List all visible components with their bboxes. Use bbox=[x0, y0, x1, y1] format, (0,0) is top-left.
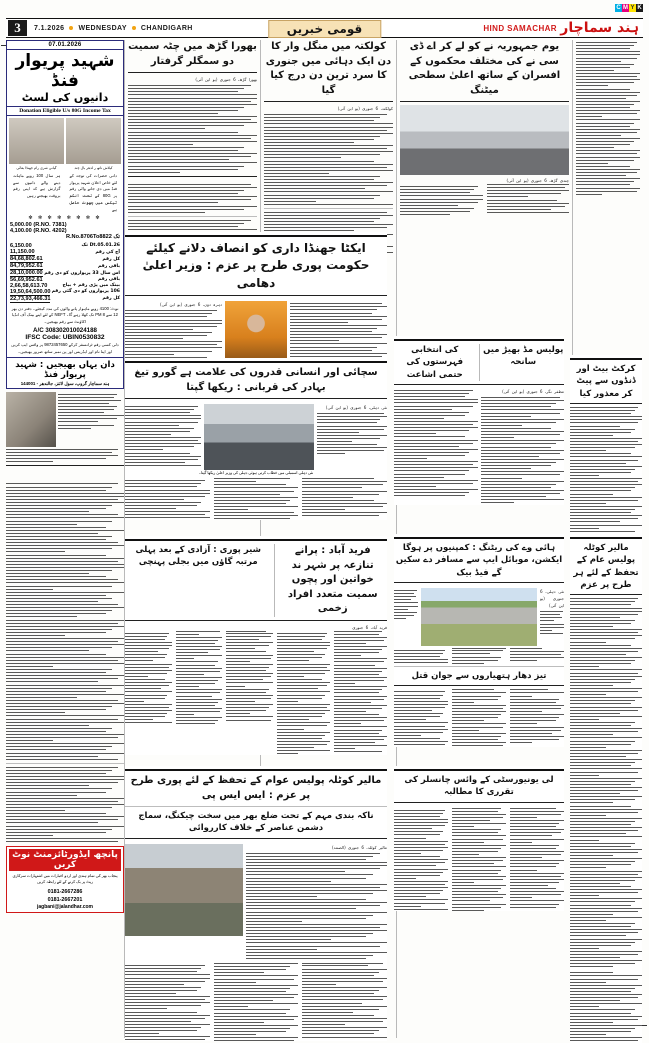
kolkata-dateline: کولکتہ، 6 جنوری (یو این آئی) bbox=[337, 106, 393, 111]
nhai-highway-story bbox=[394, 534, 564, 747]
faridabad-headline: فرید آباد : پرانے تنازعہ پر شہر ند خواتین اور پچوں سمیت متعدد افراد زخمی bbox=[287, 545, 378, 614]
sheerpuri-body-lead bbox=[125, 624, 273, 631]
nhai-headline: ہائی وے کی ریٹنگ : کمپنیوں پر ہوگا ایکشن، موبائل ایپ سے مسافر دے سکیں گے فیڈ بیک bbox=[395, 543, 563, 578]
amount-row bbox=[10, 295, 120, 303]
faridabad-dateline: فرید آباد، 6 جنوری bbox=[352, 624, 387, 630]
section-rule bbox=[128, 72, 257, 73]
classified-advertisement bbox=[6, 846, 124, 913]
section-rule bbox=[125, 769, 387, 771]
amount-row bbox=[10, 256, 120, 263]
tax-exemption-note: Donation Eligible U/s 80G Income Tax bbox=[7, 106, 123, 116]
couple-story bbox=[6, 392, 124, 447]
section-rule bbox=[125, 295, 387, 296]
receipt-list bbox=[7, 221, 123, 242]
section-rule bbox=[400, 101, 569, 102]
amount-value: 22,73,93,466.31 bbox=[10, 295, 51, 302]
bank-account: A/C 308302010024188 bbox=[33, 326, 97, 334]
nhai-dateline: نئی دہلی، 6 جنوری (یو این آئی) bbox=[540, 588, 564, 608]
ad-note-right: دانی حضرات کی توجہ کے لئے خاص اعلان شہید پریوار فنڈ میں دی جانے والی رقم پر 80G کے تحت انکم ٹیکس میں چھوٹ حاصل ہے bbox=[69, 172, 118, 212]
section-rule bbox=[570, 594, 642, 595]
malerkotla-body bbox=[246, 853, 387, 959]
ad-title: شہید پریوار فنڈ bbox=[15, 51, 115, 91]
section-rule bbox=[125, 235, 387, 237]
section-rule bbox=[128, 216, 257, 217]
section-rule bbox=[125, 620, 387, 621]
ad-date: 07.01.2026 bbox=[7, 41, 123, 50]
faridabad-sheerpuri-band bbox=[125, 536, 387, 755]
uttarakhand-dateline: دہرہ دون، 6 جنوری (یو این آئی) bbox=[159, 302, 222, 308]
delhi-body-left bbox=[125, 406, 201, 466]
amount-value: 84,68,802.61 bbox=[10, 255, 43, 262]
amount-row bbox=[10, 270, 120, 277]
section-rule bbox=[570, 403, 642, 404]
section-rule bbox=[394, 769, 564, 771]
university-body bbox=[394, 806, 564, 912]
amount-value: 28,10,000.00 bbox=[10, 269, 43, 276]
donor-photo-2 bbox=[66, 118, 121, 164]
malerkotla-subhead: ناکہ بندی مہم کے تحت ضلع بھر میں سخت چیکنگ، سماج دشمن عناصر کے خلاف کارروائی bbox=[138, 811, 374, 834]
amount-value: 19,50,64,500.00 bbox=[10, 288, 51, 295]
ad-note-left: ہر سال 100 روپے ماہانہ دینے والے دانیوں سے گزارش ہے کہ اپنی رقم بروقت بھیجتے رہیں bbox=[13, 172, 61, 199]
kolkata-headline: کولکتہ میں منگل وار کا دن ایک دہائی میں جنوری کا سرد ترین دن درج کیا گیا bbox=[265, 41, 392, 96]
ad-subtitle: دانیوں کی لسٹ bbox=[21, 91, 109, 105]
section-rule bbox=[125, 838, 387, 839]
receipt-value: 5,000.00 (R.NO. 7381) bbox=[10, 221, 67, 228]
section-rule bbox=[128, 176, 257, 177]
whatsapp-note: دلی کسی رقم ٹرانسفر کرکے 9872457650 پر واٹس ایپ کریں اور اپنا نام اور ایڈریس اور پن نمبر ساتھ ضرور بھیجیں۔ bbox=[11, 341, 119, 354]
adc-dateline: چندی گڑھ، 6 جنوری (یو این آئی) bbox=[506, 178, 569, 183]
section-rule bbox=[125, 398, 387, 399]
adc-body bbox=[400, 184, 569, 216]
amount-label: کل رقم bbox=[102, 256, 120, 262]
dateline bbox=[34, 25, 193, 32]
column-1 bbox=[6, 40, 124, 1038]
amount-value: 84,79,952.61 bbox=[10, 262, 43, 269]
receipt-value: 4,100.00 (R.NO. 4202) bbox=[10, 227, 67, 234]
nhai-side-left bbox=[394, 590, 418, 619]
section-banner: قومی خبریں bbox=[268, 20, 381, 38]
delhi-body-full bbox=[125, 476, 387, 520]
jawan-killed-body bbox=[394, 689, 564, 746]
dateline-edition: CHANDIGARH bbox=[140, 24, 193, 32]
delhi-assembly-story bbox=[125, 358, 387, 520]
section-rule bbox=[264, 101, 393, 102]
police-ec-band bbox=[394, 336, 564, 505]
malerkotla-headline: مالیر کوٹلہ پولیس عوام کے تحفظ کے لئے پوری طرح پر عزم : ایس ایس پی bbox=[130, 775, 382, 801]
ec-notification-headline: کی انتخابی فہرستوں کی حتمی اشاعت bbox=[406, 345, 464, 380]
couple-photo bbox=[6, 392, 56, 447]
section-rule bbox=[394, 685, 564, 686]
amount-label: اس سال 33 پریواروں کو دی رقم bbox=[44, 270, 120, 276]
section-rule bbox=[264, 208, 393, 209]
publication-name-english: HIND SAMACHAR bbox=[483, 24, 557, 33]
section-rule bbox=[394, 537, 564, 539]
amount-value: 11,150.00 bbox=[10, 248, 35, 255]
amount-label: بینک میں پڑی رقم + بیاج bbox=[62, 283, 120, 289]
receipt-line bbox=[10, 234, 120, 240]
cmyk-m: M bbox=[623, 5, 628, 11]
malerkotla-police-photo bbox=[125, 844, 243, 936]
amount-label: کل رقم bbox=[102, 296, 120, 302]
amount-row bbox=[10, 249, 120, 256]
col1-lower-text bbox=[6, 483, 124, 759]
amount-value: 56,69,952.61 bbox=[10, 276, 43, 283]
shopkeepers-body bbox=[570, 598, 642, 967]
university-vc-story bbox=[394, 766, 564, 911]
police-encounter-headline: پولیس مڈ بھیڑ میں سانحہ bbox=[483, 345, 564, 368]
ad-address: ہند سماچار گروپ، سول لائنز، جالندھر - 144001 bbox=[20, 380, 110, 386]
malerkotla-body-full bbox=[125, 961, 387, 1041]
adc-meeting-headline: یوم جمہوریہ نے کو لے کر اے ڈی سی نے کی مختلف محکموں کے افسران کے ساتھ اعلیٰ سطحی میٹنگ bbox=[408, 41, 561, 96]
dateline-date: 7.1.2026 bbox=[34, 24, 65, 32]
col2-midfiller bbox=[128, 184, 257, 213]
nhai-side-right bbox=[540, 611, 564, 634]
amount-table bbox=[7, 242, 123, 305]
bullet-dot-icon bbox=[132, 26, 136, 30]
shopkeepers-headline: مالیر کوٹلہ پولیس عام کے تحفظ کے لئے ہر طرح پر عزم bbox=[573, 543, 639, 590]
receipt-value: R.No.8706To8822 تک bbox=[65, 233, 120, 240]
section-rule bbox=[125, 806, 387, 807]
shaheed-fund-advertisement bbox=[6, 40, 124, 389]
cmyk-k: K bbox=[637, 5, 642, 11]
amount-value: 6,150.00 bbox=[10, 242, 32, 249]
star-divider: ✻ ✻ ✻ ✻ ✻ ✻ ✻ ✻ bbox=[28, 214, 102, 221]
ad-footer-note: نوٹ: 4100 روپے ماہوار پانے والوں کی مدد کیجئے۔ دفتر دن بھر 12 سے 8 PM تک کھلا رہے گا۔ NEFT کے لئے اپنے بینک آف انڈیا اکاؤنٹ سے رقم بھیجیں۔ bbox=[11, 305, 119, 325]
section-rule bbox=[570, 537, 642, 539]
send-donation-here: دان یہاں بھیجیں : شہید پریوار فنڈ bbox=[7, 357, 123, 381]
classified-phone-2: 0181-2667201 bbox=[47, 896, 83, 903]
chitta-dateline: بھورا گڑھ، 6 جنوری (یو این آئی) bbox=[195, 77, 257, 82]
section-rule bbox=[125, 361, 387, 363]
page-number: 3 bbox=[8, 20, 27, 36]
amount-label: آج کی رقم bbox=[95, 249, 120, 255]
cmyk-color-bar bbox=[615, 4, 643, 12]
amount-label: باقی رقم bbox=[98, 263, 120, 269]
adc-meeting-photo bbox=[400, 105, 569, 175]
publication-name-urdu: ہند سماچار bbox=[560, 20, 639, 36]
delhi-dateline: نئی دہلی، 6 جنوری (یو این آئی) bbox=[325, 405, 387, 410]
col1-filler-2 bbox=[6, 767, 124, 842]
malerkotla-police-story bbox=[125, 766, 387, 1041]
university-headline: لی یونیورسٹی کے وائس چانسلر کی تقرری کا مطالبہ bbox=[404, 775, 554, 798]
col5-top-text bbox=[576, 42, 640, 195]
amount-label: باقی رقم bbox=[98, 277, 120, 283]
section-rule bbox=[394, 582, 564, 583]
amount-value: 2,66,58,613.70 bbox=[10, 282, 48, 289]
masthead bbox=[6, 18, 643, 38]
delhi-assembly-headline: سچائی اور انسانی قدروں کی علامت ہے گورو تیغ بہادر کی قربانی : ریکھا گپتا bbox=[134, 367, 378, 393]
jawan-killed-headline: تیز دھار ہتھیاروں سے جوان قتل bbox=[411, 671, 547, 682]
delhi-body-right bbox=[317, 413, 387, 454]
sheerpuri-body bbox=[125, 631, 273, 725]
bullet-dot-icon bbox=[69, 26, 73, 30]
section-rule bbox=[394, 384, 564, 385]
delhi-assembly-photo bbox=[204, 404, 314, 470]
kolkata-body bbox=[264, 114, 393, 205]
section-rule bbox=[394, 802, 564, 803]
chitta-body bbox=[128, 85, 257, 173]
section-rule bbox=[6, 465, 124, 466]
section-rule bbox=[394, 339, 564, 341]
cricket-bat-headline: کرکٹ بیٹ اور ڈنڈوں سے پیٹ کر معذور کیا bbox=[576, 364, 636, 399]
shopkeepers-story bbox=[570, 534, 642, 970]
ad-notes-row bbox=[7, 172, 123, 215]
ifsc-code: IFSC Code: UBIN0530832 bbox=[25, 333, 105, 341]
section-rule bbox=[394, 666, 564, 667]
nhai-body bbox=[394, 646, 564, 663]
donor-photo-1 bbox=[9, 118, 64, 164]
classified-ad-body: پنجاب بھر کی تمام ہندی اور اردو اخبارات میں اشتہارات سرکاری ریٹ پر بک کرنے کے لئے رابطہ کریں bbox=[12, 873, 118, 885]
classified-phone-1: 0181-2667286 bbox=[47, 888, 83, 895]
faridabad-body bbox=[277, 631, 387, 756]
cmyk-c: C bbox=[616, 5, 621, 11]
col1-lower-headline bbox=[6, 469, 124, 481]
donor-photos bbox=[7, 116, 123, 166]
donor-name-2: کیلاش ناتھ ر لدھر بال چند bbox=[74, 166, 113, 171]
classified-email: jagbani@jalandhar.com bbox=[36, 904, 93, 911]
amount-row bbox=[10, 263, 120, 270]
chitta-headline: بھورا گڑھ میں چٹہ سمیت دو سمگلر گرفتار bbox=[128, 41, 257, 67]
police-encounter-dateline: مظفر نگر، 6 جنوری (یو این آئی) bbox=[502, 388, 564, 394]
donor-name-1: گیانی شری رام جھنڈا بعائی bbox=[16, 166, 57, 171]
amount-label: Dt.05.01.26 تک bbox=[81, 243, 120, 249]
police-encounter-body bbox=[481, 397, 565, 503]
delhi-assembly-caption: نئی دہلی اسمبلی میں خطاب کرتی ہوئی دہلی کی وزیر اعلیٰ ریکھا گپتا۔ bbox=[198, 471, 314, 475]
sheerpuri-headline: شیر پوری : آزادی کے بعد پہلی مرتبہ گاؤں میں بجلی پہنچی bbox=[135, 545, 261, 568]
section-rule bbox=[6, 763, 124, 764]
dateline-day: WEDNESDAY bbox=[78, 24, 127, 32]
cmyk-y: Y bbox=[630, 5, 635, 11]
malerkotla-dateline: مالیر کوٹلہ، 6 جنوری (الصمد) bbox=[332, 844, 387, 850]
section-rule bbox=[125, 539, 387, 541]
highway-photo bbox=[421, 588, 537, 646]
section-rule bbox=[570, 358, 642, 360]
classified-ad-title: پانچھ ایڈورٹائزمنٹ نوٹ کریں bbox=[9, 849, 121, 871]
uttarakhand-headline: ایکٹا جھنڈا داری کو انصاف دلانے کیلئے حکومت پوری طرح پر عزم : وزیر اعلیٰ دھامی bbox=[142, 241, 370, 290]
amount-label: 106 پریواروں کو دی گئی رقم bbox=[51, 289, 120, 295]
couple-story-continued bbox=[6, 449, 124, 462]
ec-body bbox=[394, 390, 478, 496]
couple-story-text bbox=[58, 394, 124, 429]
